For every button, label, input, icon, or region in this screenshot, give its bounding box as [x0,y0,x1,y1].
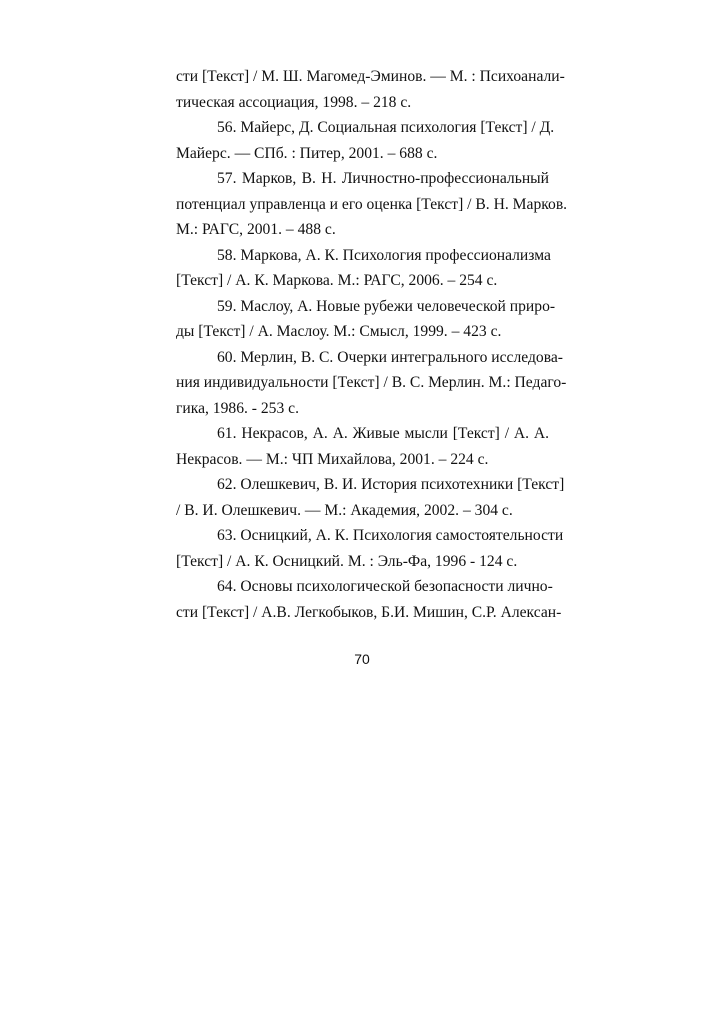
text-line: гика, 1986. - 253 с. [176,399,299,417]
bibliography-entry-62: 62. Олешкевич, В. И. История психотехники [Текст] [217,476,565,493]
text-line: ды [Текст] / А. Маслоу. М.: Смысл, 1999. – 423 с. [176,323,502,340]
bibliography-entry-61: 61. Некрасов, А. А. Живые мысли [Текст] / А. А. [217,425,549,442]
bibliography-entry-63: 63. Осницкий, А. К. Психология самостоятельности [217,527,564,544]
text-line: тическая ассоциация, 1998. – 218 с. [176,93,412,111]
bibliography-entry-59: 59. Маслоу, А. Новые рубежи человеческой приро- [217,297,556,315]
text-line: / В. И. Олешкевич. — М.: Академия, 2002. – 304 с. [176,501,513,519]
text-line: М.: РАГС, 2001. – 488 с. [176,221,336,238]
bibliography-entry-64: 64. Основы психологической безопасности лично- [217,578,553,595]
page-number: 70 [354,651,370,667]
text-line: сти [Текст] / М. Ш. Магомед-Эминов. — М. : Психоанали- [176,68,565,85]
bibliography-entry-57: 57. Марков, В. Н. Личностно-профессиональный [217,170,549,187]
text-line: сти [Текст] / А.В. Легкобыков, Б.И. Мишин, С.Р. Алексан- [176,603,562,621]
text-line: Майерс. — СПб. : Питер, 2001. – 688 с. [176,144,438,162]
text-line: Некрасов. — М.: ЧП Михайлова, 2001. – 224 с. [176,450,489,468]
text-line: [Текст] / А. К. Маркова. М.: РАГС, 2006. – 254 с. [176,272,498,289]
bibliography-text [176,64,568,625]
text-line: потенциал управленца и его оценка [Текст] / В. Н. Марков. [176,195,568,213]
text-line: ния индивидуальности [Текст] / В. С. Мерлин. М.: Педаго- [176,374,567,391]
bibliography-entry-56: 56. Майерс, Д. Социальная психология [Текст] / Д. [217,119,555,136]
bibliography-entry-58: 58. Маркова, А. К. Психология профессионализма [217,246,551,264]
text-line: [Текст] / А. К. Осницкий. М. : Эль-Фа, 1996 - 124 с. [176,552,518,570]
bibliography-entry-60: 60. Мерлин, В. С. Очерки интегрального исследова- [217,348,563,366]
